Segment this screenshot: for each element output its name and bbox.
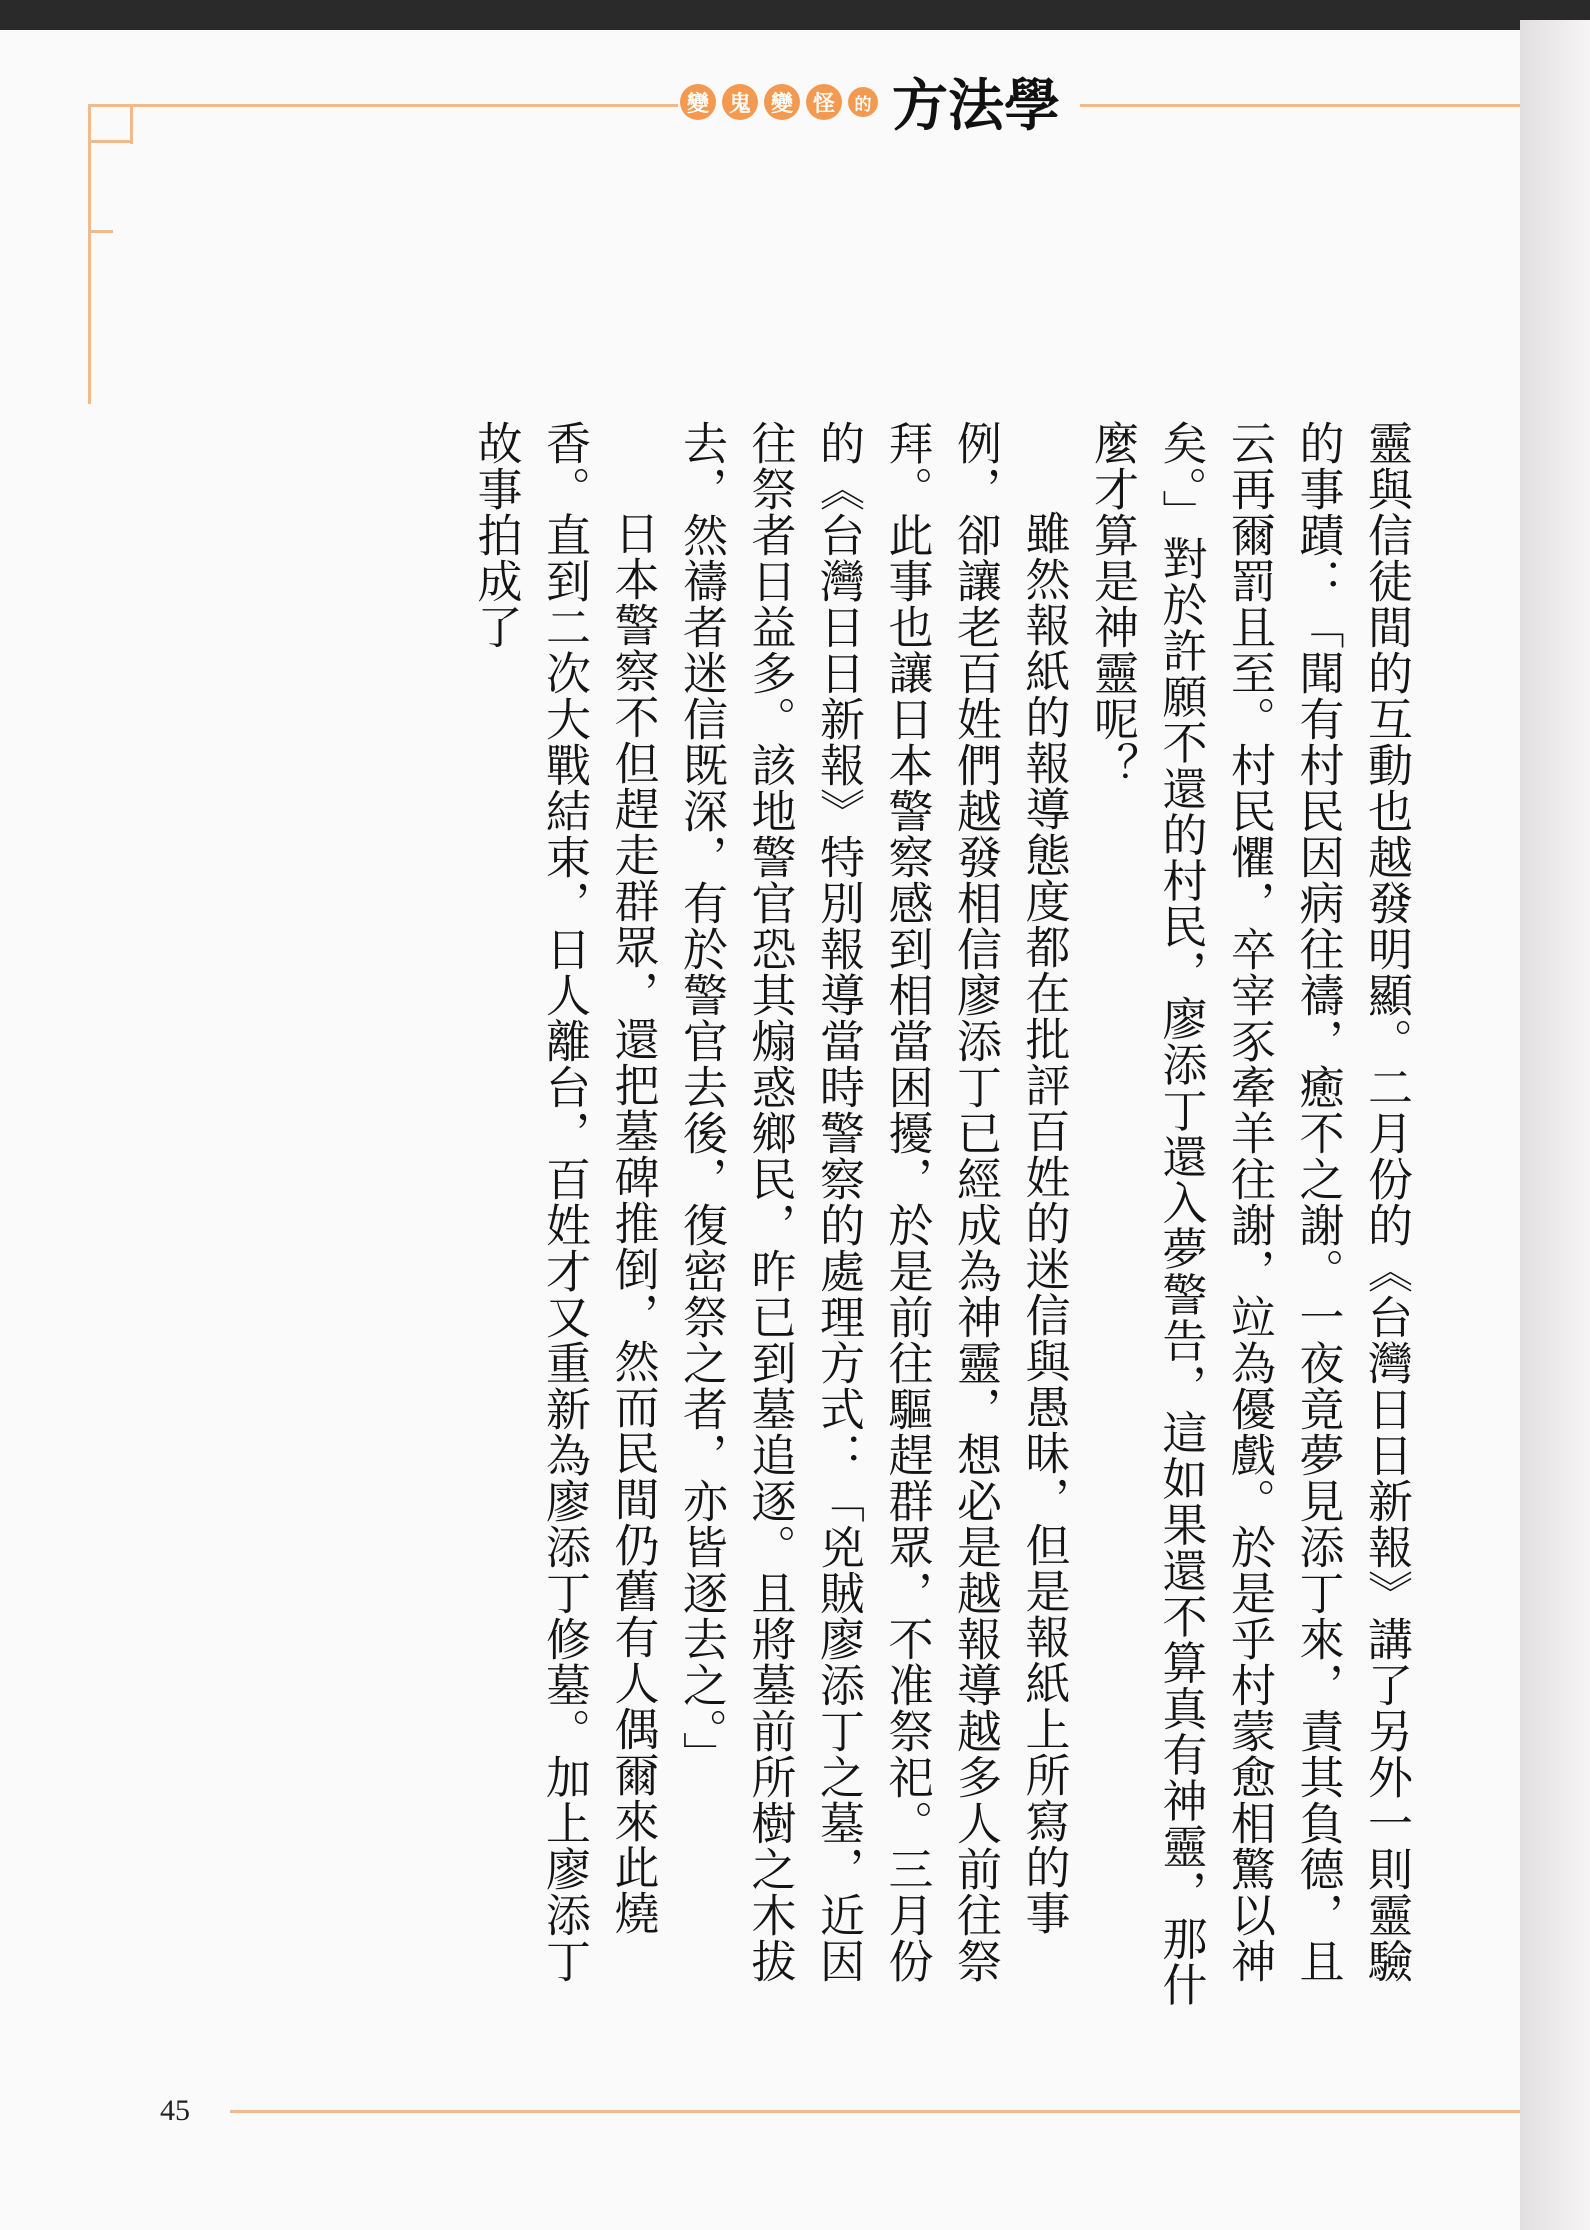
footer-line: [230, 2110, 1520, 2113]
header-badge-1: 變: [680, 84, 716, 120]
frame-corner-h: [88, 140, 133, 143]
paragraph-2: 雖然報紙的報導態度都在批評百姓的迷信與愚昧，但是報紙上所寫的事例，卻讓老百姓們越發相信廖添丁已經成為神靈，想必是越報導越多人前往祭拜。此事也讓日本警察感到相當困擾，於是前往驅趕群眾，不准祭祀。三月份的《台灣日日新報》特別報導當時警察的處理方式：「兇賊廖添丁之墓，近因往祭者日益多。該地警官恐其煽惑鄉民，昨已到墓追逐。且將墓前所樹之木拔去，然禱者迷信既深，有於警官去後，復密祭之者，亦皆逐去之。」: [675, 420, 1071, 1984]
vertical-body-text: [290, 420, 1420, 2020]
frame-top-right-line: [1080, 104, 1520, 107]
paragraph-1: 靈與信徒間的互動也越發明顯。二月份的《台灣日日新報》講了另外一則靈驗的事蹟：「聞有村民因病往禱，癒不之謝。一夜竟夢見添丁來，責其負德，且云再爾罰且至。村民懼，卒宰豕牽羊往謝，竝為優戲。於是乎村蒙愈相驚以神矣。」對於許願不還的村民，廖添丁還入夢警告，這如果還不算真有神靈，那什麼才算是神靈呢？: [1086, 420, 1413, 2008]
frame-corner-h2: [88, 230, 113, 233]
facing-page-edge: [1520, 20, 1590, 2230]
paragraph-3: 日本警察不但趕走群眾，還把墓碑推倒，然而民間仍舊有人偶爾來此燒香。直到二次大戰結束，日人離台，百姓才又重新為廖添丁修墓。加上廖添丁故事拍成了: [469, 420, 660, 1984]
header-badge-5: 的: [848, 87, 878, 117]
frame-top-left-line: [88, 104, 678, 107]
header-title: 方法學: [892, 74, 1060, 139]
header-badge-3: 變: [764, 84, 800, 120]
frame-left-line: [88, 104, 91, 404]
header-badge-2: 鬼: [722, 84, 758, 120]
running-header: [680, 62, 1060, 142]
page-number: 45: [160, 2094, 190, 2127]
frame-corner-v: [130, 104, 133, 144]
header-badge-4: 怪: [806, 84, 842, 120]
